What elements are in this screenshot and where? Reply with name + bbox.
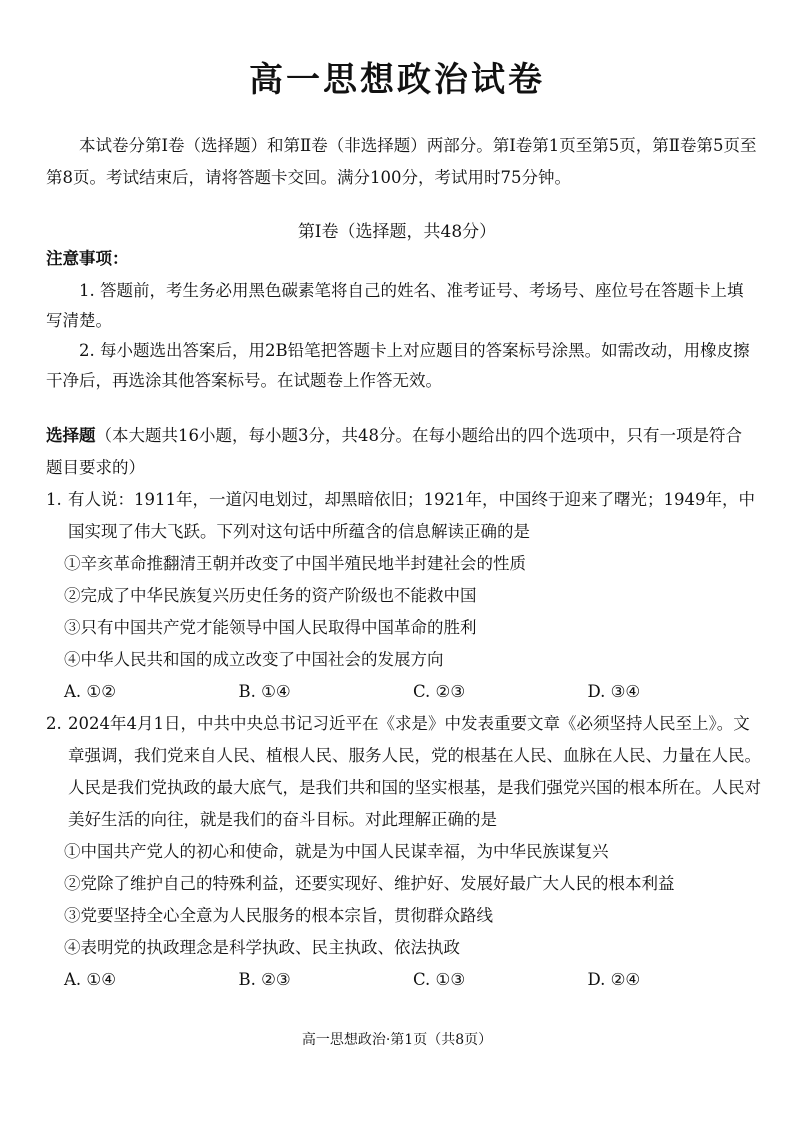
statement: ③只有中国共产党才能领导中国人民取得中国革命的胜利 [64,618,477,637]
statement: ④中华人民共和国的成立改变了中国社会的发展方向 [64,650,444,669]
intro-paragraph: 本试卷分第Ⅰ卷（选择题）和第Ⅱ卷（非选择题）两部分。第Ⅰ卷第1页至第5页，第Ⅱ卷第5页至第8页。考试结束后，请将答题卡交回。满分100分，考试用时75分钟。 [46,136,757,187]
note-item: 2. 每小题选出答案后，用2B铅笔把答题卡上对应题目的答案标号涂黑。如需改动，用橡皮擦干净后，再选涂其他答案标号。在试题卷上作答无效。 [46,341,750,390]
choice-a: A. ①② [64,682,116,701]
notes-block [46,276,758,396]
statement: ①中国共产党人的初心和使命，就是为中国人民谋幸福，为中华民族谋复兴 [64,842,609,861]
answer-choices [46,676,762,708]
question-stem: 2024年4月1日，中共中央总书记习近平在《求是》中发表重要文章《必须坚持人民至上》。文章强调，我们党来自人民、植根人民、服务人民，党的根基在人民、血脉在人民、力量在人民。人民是我们党执政的最大底气，是我们共和国的坚实根基，是我们强党兴国的根本所在。人民对美好生活的向往，就是我们的奋斗目标。对此理解正确的是 [68,714,761,829]
choice-section-label: 选择题 [46,426,96,445]
choice-section-instructions: （本大题共16小题，每小题3分，共48分。在每小题给出的四个选项中，只有一项是符合题目要求的） [46,426,742,477]
statement: ④表明党的执政理念是科学执政、民主执政、依法执政 [64,938,460,957]
question-number: 1. [46,490,62,509]
choice-section-intro [46,420,758,484]
choice-b: B. ②③ [238,970,291,989]
statement: ③党要坚持全心全意为人民服务的根本宗旨，贯彻群众路线 [64,906,493,925]
note-item: 1. 答题前，考生务必用黑色碳素笔将自己的姓名、准考证号、考场号、座位号在答题卡上填写清楚。 [46,281,744,330]
statement: ②完成了中华民族复兴历史任务的资产阶级也不能救中国 [64,586,477,605]
question-stem: 有人说：1911年，一道闪电划过，却黑暗依旧；1921年，中国终于迎来了曙光；1949年，中国实现了伟大飞跃。下列对这句话中所蕴含的信息解读正确的是 [68,490,755,541]
question-1 [46,484,762,708]
page-footer: 高一思想政治·第1页（共8页） [301,1032,493,1048]
choice-a: A. ①④ [64,970,116,989]
notes-label: 注意事项： [46,249,129,268]
question-number: 2. [46,714,62,733]
question-2 [46,708,762,996]
choice-c: C. ②③ [413,682,466,701]
choice-d: D. ②④ [587,970,641,989]
intro-block [46,130,758,194]
choice-d: D. ③④ [587,682,641,701]
page-title: 高一思想政治试卷 [249,60,545,100]
choice-c: C. ①③ [413,970,466,989]
section-heading: 第Ⅰ卷（选择题，共48分） [297,222,497,242]
statement: ②党除了维护自己的特殊利益，还要实现好、维护好、发展好最广大人民的根本利益 [64,874,675,893]
statement: ①辛亥革命推翻清王朝并改变了中国半殖民地半封建社会的性质 [64,554,526,573]
answer-choices [46,964,762,996]
choice-b: B. ①④ [238,682,291,701]
